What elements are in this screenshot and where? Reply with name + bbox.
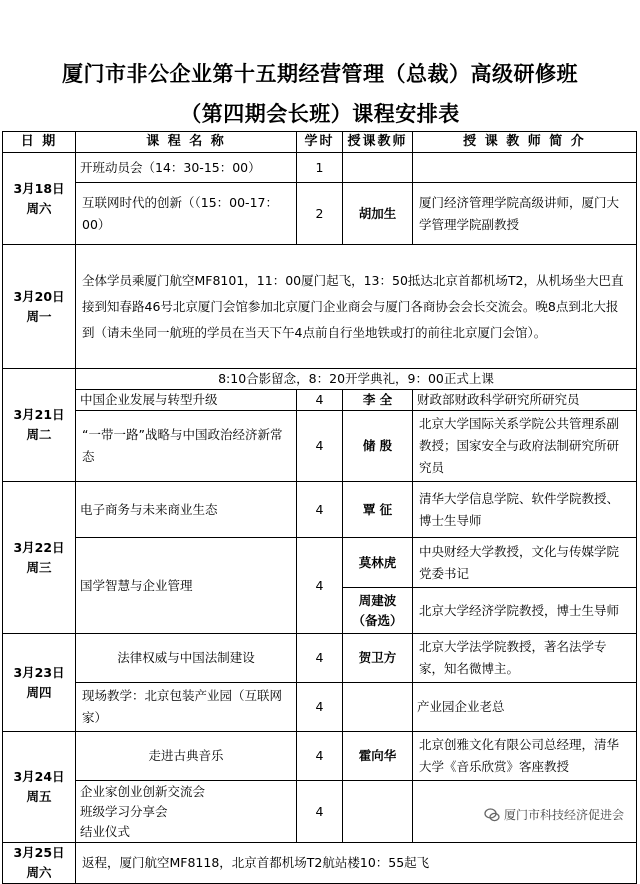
hours-cell: 4 [297,411,343,482]
bio-cell [413,153,637,183]
hours-cell: 4 [297,634,343,683]
page-title: 厦门市非公企业第十五期经营管理（总裁）高级研修班 [62,62,578,86]
course-cell: 企业家创业创新交流会 班级学习分享会 结业仪式 [76,781,297,843]
table-row [3,683,637,732]
table-row [3,411,637,482]
teacher-cell: 覃 征 [343,482,413,538]
hours-cell: 4 [297,781,343,843]
table-row [3,634,637,683]
teacher-cell: 贺卫方 [343,634,413,683]
hours-cell: 1 [297,153,343,183]
table-row [3,245,637,369]
table-row [3,482,637,538]
header-date: 日 期 [3,132,76,153]
course-cell: 中国企业发展与转型升级 [76,390,297,411]
hours-cell: 4 [297,390,343,411]
bio-cell: 中央财经大学教授，文化与传媒学院党委书记 [413,538,637,588]
bio-cell: 北京大学经济学院教授，博士生导师 [413,588,637,634]
schedule-table [2,131,637,884]
header-course: 课 程 名 称 [76,132,297,153]
teacher-cell [343,781,413,843]
hours-cell: 2 [297,183,343,245]
header-row [3,132,637,153]
date-cell: 3月24日 周五 [3,732,76,843]
header-teacher: 授课教师 [343,132,413,153]
note-cell: 返程，厦门航空MF8118，北京首都机场T2航站楼10：55起飞 [76,843,637,884]
bio-cell: 财政部财政科学研究所研究员 [413,390,637,411]
date-cell: 3月20日 周一 [3,245,76,369]
table-row [3,538,637,588]
teacher-cell: 莫林虎 [343,538,413,588]
header-bio: 授 课 教 师 简 介 [413,132,637,153]
watermark-text: 厦门市科技经济促进会 [503,808,624,822]
bio-cell: 厦门经济管理学院高级讲师，厦门大学管理学院副教授 [413,183,637,245]
note-cell: 8:10合影留念，8：20开学典礼，9：00正式上课 [76,369,637,390]
teacher-cell: 李 全 [343,390,413,411]
teacher-cell: 胡加生 [343,183,413,245]
date-cell: 3月23日 周四 [3,634,76,732]
course-cell: “一带一路”战略与中国政治经济新常态 [76,411,297,482]
bio-cell: 清华大学信息学院、软件学院教授、博士生导师 [413,482,637,538]
teacher-cell [343,153,413,183]
table-row [3,732,637,781]
watermark [484,806,624,823]
teacher-cell: 霍向华 [343,732,413,781]
teacher-cell: 储 殷 [343,411,413,482]
course-cell: 国学智慧与企业管理 [76,538,297,634]
table-row [3,369,637,390]
table-row [3,183,637,245]
bio-cell: 北京大学法学院教授，著名法学专家，知名微博主。 [413,634,637,683]
bio-cell: 北京大学国际关系学院公共管理系副教授；国家安全与政府法制研究所研究员 [413,411,637,482]
date-cell: 3月25日 周六 [3,843,76,884]
course-cell: 现场教学：北京包装产业园（互联网家） [76,683,297,732]
note-cell: 全体学员乘厦门航空MF8101，11：00厦门起飞，13：50抵达北京首都机场T2，从机场坐大巴直接到知春路46号北京厦门会馆参加北京厦门企业商会与厦门各商协会会长交流会。晚8点到北大报到（请未坐同一航班的学员在当天下午4点前自行坐地铁或打的前往北京厦门会馆）。 [76,245,637,369]
table-row [3,153,637,183]
hours-cell: 4 [297,732,343,781]
date-cell: 3月18日 周六 [3,153,76,245]
date-cell: 3月22日 周三 [3,482,76,634]
course-cell: 开班动员会（14：30-15：00） [76,153,297,183]
hours-cell: 4 [297,482,343,538]
course-cell: 法律权威与中国法制建设 [76,634,297,683]
table-row [3,390,637,411]
date-cell: 3月21日 周二 [3,369,76,482]
table-row [3,843,637,884]
header-hours: 学时 [297,132,343,153]
bio-cell: 产业园企业老总 [413,683,637,732]
hours-cell: 4 [297,538,343,634]
bio-cell: 北京创雅文化有限公司总经理，清华大学《音乐欣赏》客座教授 [413,732,637,781]
course-cell: 互联网时代的创新（（15：00-17：00） [76,183,297,245]
course-cell: 走进古典音乐 [76,732,297,781]
wechat-icon [484,807,500,823]
teacher-cell: 周建波（备选） [343,588,413,634]
page-subtitle: （第四期会长班）课程安排表 [180,102,460,126]
teacher-cell [343,683,413,732]
course-cell: 电子商务与未来商业生态 [76,482,297,538]
hours-cell: 4 [297,683,343,732]
